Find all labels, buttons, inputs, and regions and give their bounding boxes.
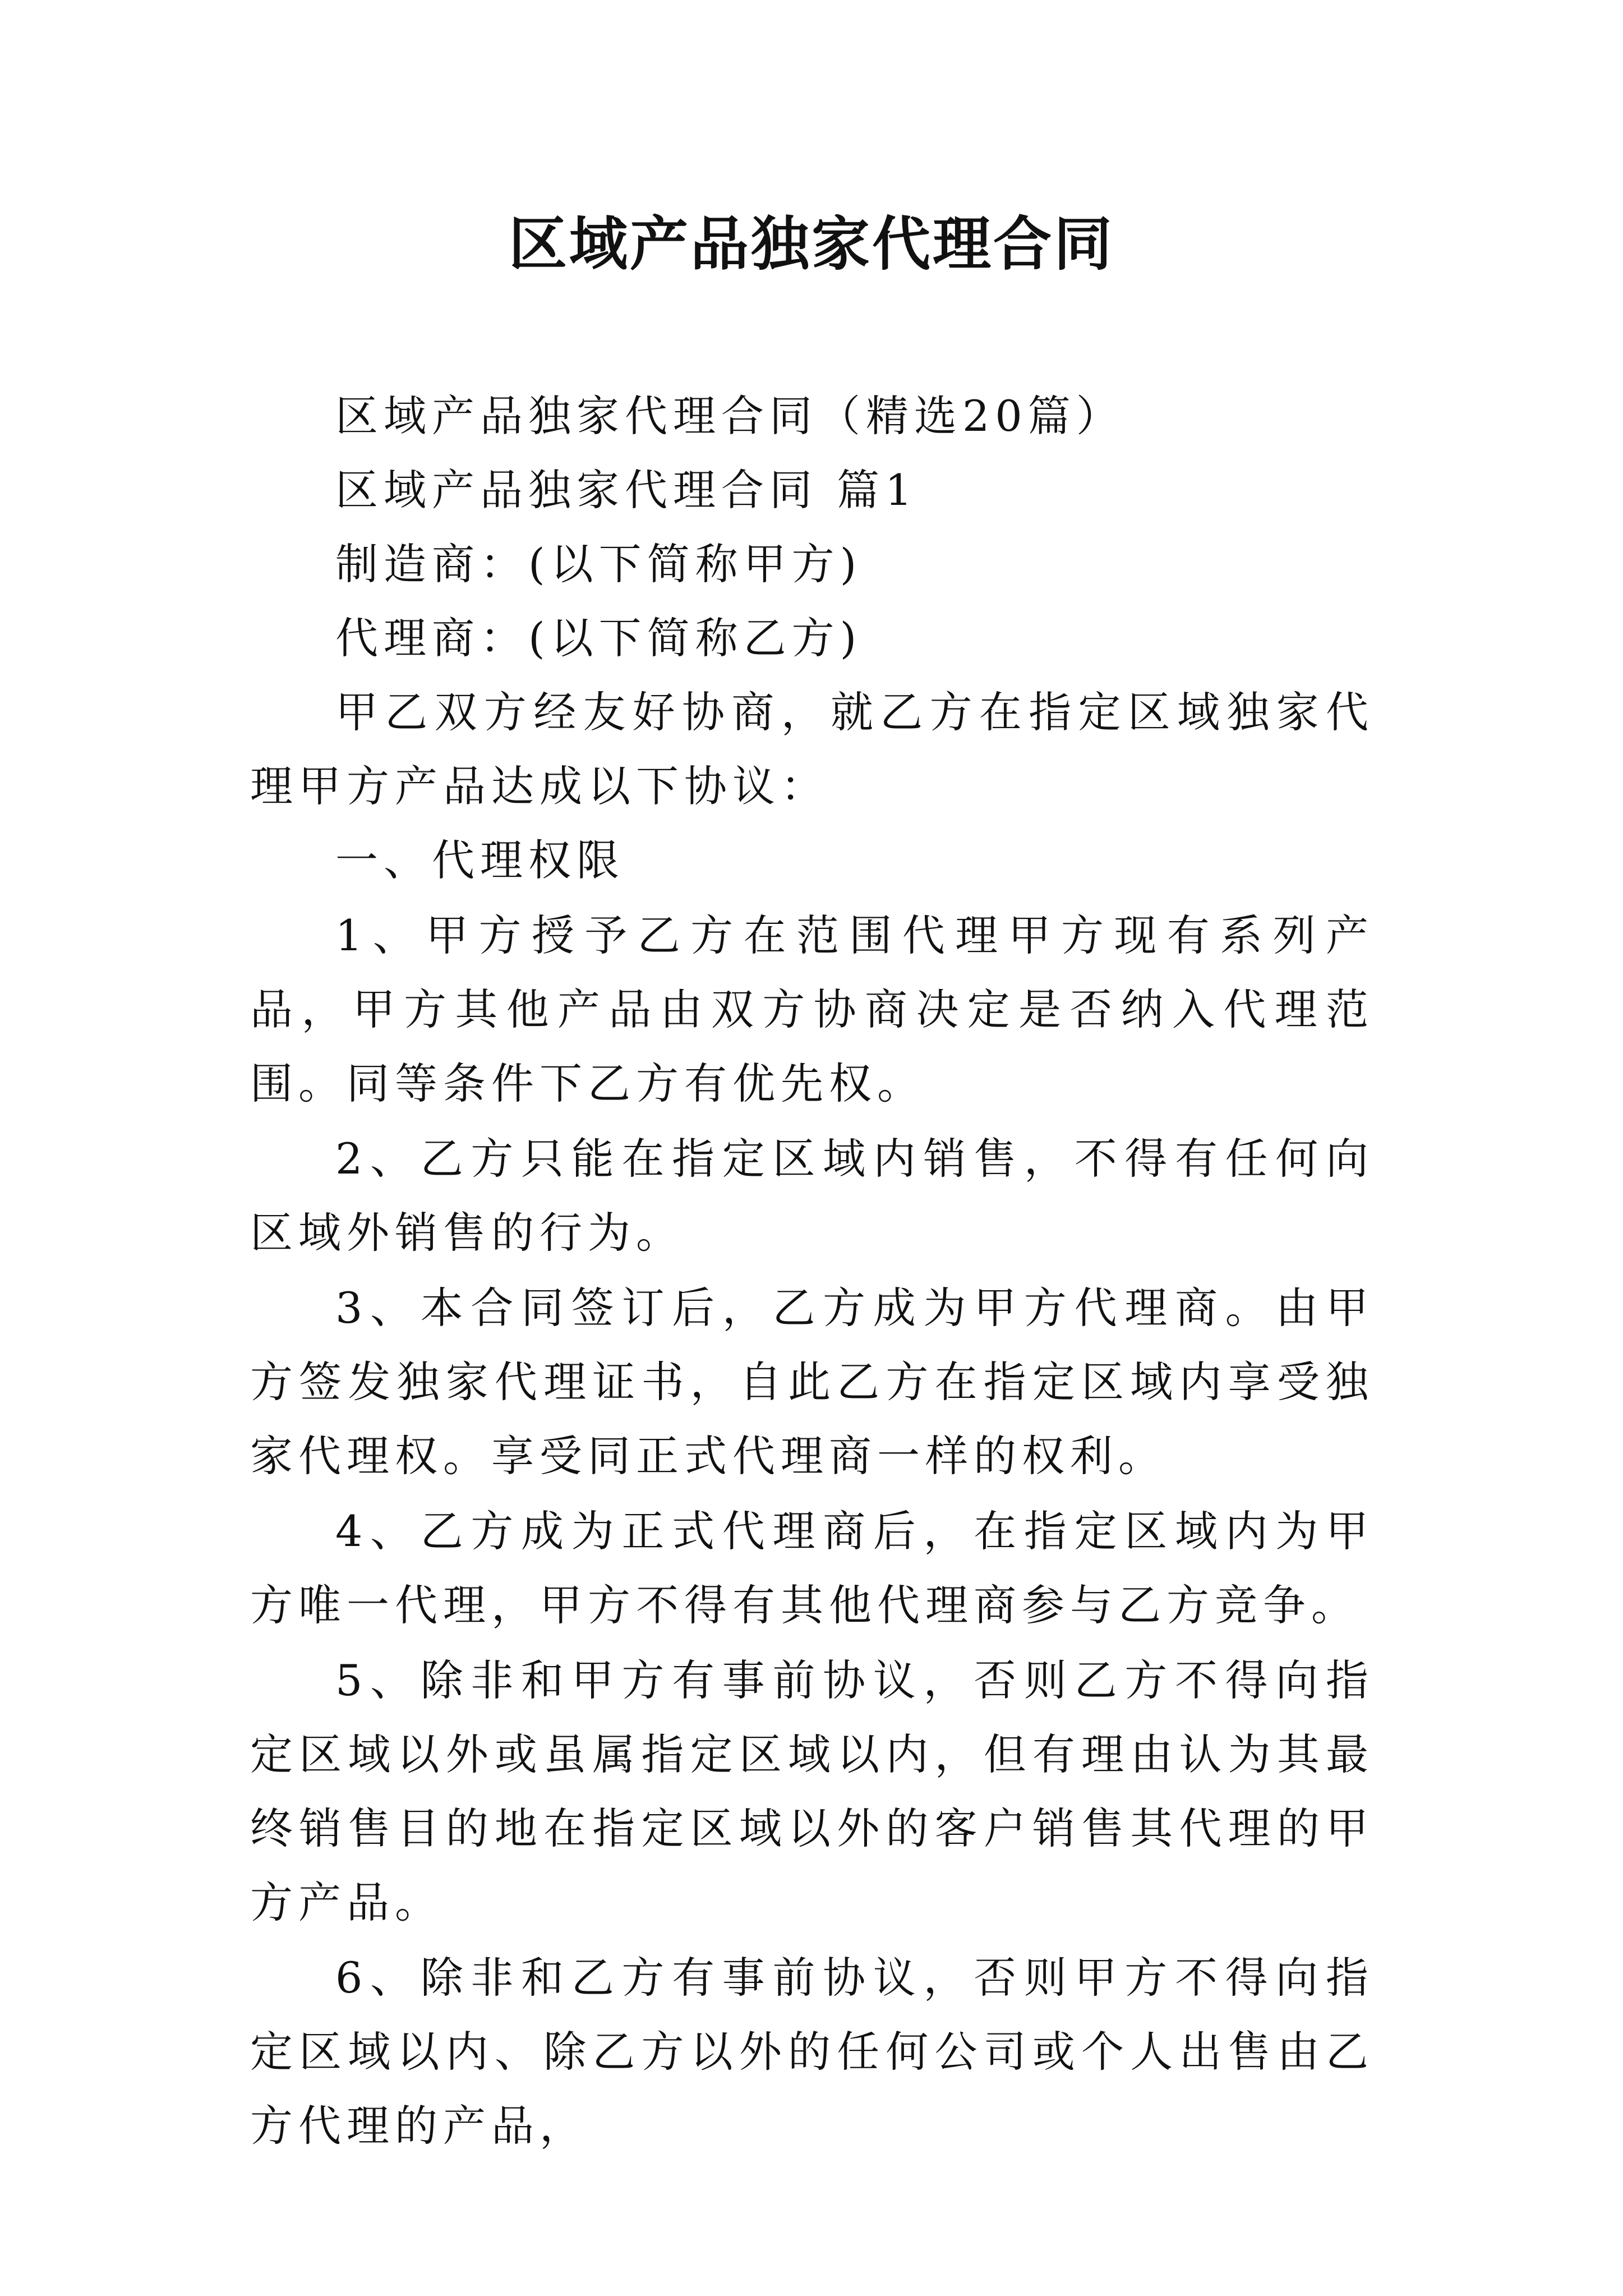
- paragraph-clause-6: 6、除非和乙方有事前协议，否则甲方不得向指定区域以内、除乙方以外的任何公司或个人出售由乙方代理的产品，: [250, 1953, 1374, 2151]
- paragraph-party-a: 制造商：(以下简称甲方): [335, 539, 863, 589]
- paragraph-clause-5: 5、除非和甲方有事前协议，否则乙方不得向指定区域以外或虽属指定区域以内，但有理由认为其最终销售目的地在指定区域以外的客户销售其代理的甲方产品。: [250, 1655, 1374, 1927]
- paragraph-party-b: 代理商：(以下简称乙方): [335, 613, 863, 663]
- paragraph-clause-1: 1、甲方授予乙方在范围代理甲方现有系列产品，甲方其他产品由双方协商决定是否纳入代理范围。同等条件下乙方有优先权。: [250, 910, 1374, 1108]
- paragraph-section-heading: 区域产品独家代理合同 篇1: [335, 465, 918, 515]
- document-title: 区域产品独家代理合同: [508, 209, 1114, 278]
- paragraph-intro: 甲乙双方经友好协商，就乙方在指定区域独家代理甲方产品达成以下协议：: [250, 687, 1374, 811]
- paragraph-clause-4: 4、乙方成为正式代理商后，在指定区域内为甲方唯一代理，甲方不得有其他代理商参与乙方竞争。: [250, 1506, 1374, 1630]
- paragraph-subtitle: 区域产品独家代理合同（精选20篇）: [335, 391, 1124, 441]
- paragraph-clause-2: 2、乙方只能在指定区域内销售，不得有任何向区域外销售的行为。: [250, 1134, 1374, 1258]
- paragraph-clause-heading: 一、代理权限: [335, 835, 625, 885]
- paragraph-clause-3: 3、本合同签订后，乙方成为甲方代理商。由甲方签发独家代理证书，自此乙方在指定区域内享受独家代理权。享受同正式代理商一样的权利。: [250, 1283, 1374, 1481]
- document-body: [250, 379, 1374, 2163]
